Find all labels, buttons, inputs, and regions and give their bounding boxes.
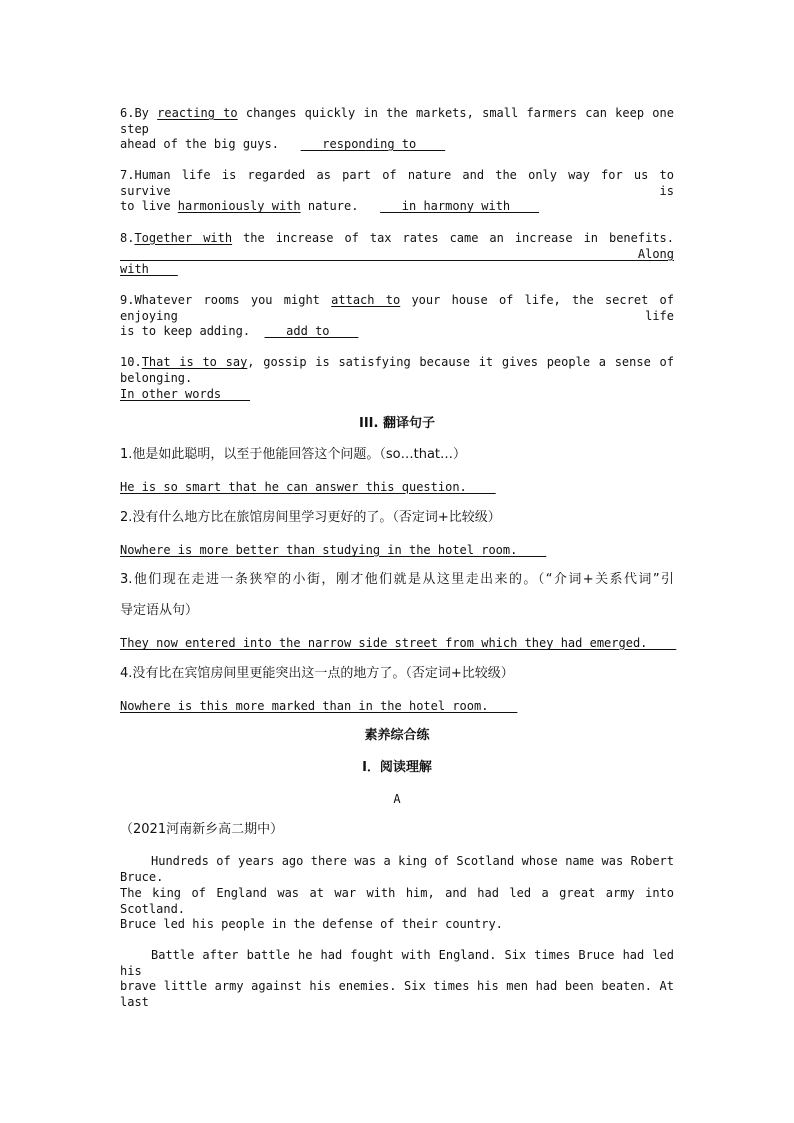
answer-blank: Along [120, 247, 674, 261]
item-10-line-1 [120, 354, 674, 385]
translation-question-2: 2.没有什么地方比在旅馆房间里学习更好的了。（否定词+比较级） [120, 510, 501, 525]
paragraph-1-line-1: Hundreds of years ago there was a king of Scotland whose name was Robert Bruce. [120, 854, 674, 884]
item-8-line-2 [120, 261, 674, 277]
sentence-text: your house of life, the secret of enjoying life [120, 293, 674, 323]
item-7-line-2 [120, 198, 674, 214]
translation-answer-1: He is so smart that he can answer this question. [120, 480, 496, 494]
paragraph-1-line-3: Bruce led his people in the defense of their country. [120, 917, 503, 931]
translation-answer-3: They now entered into the narrow side street from which they had emerged. [120, 636, 677, 650]
paragraph-2-line-1: Battle after battle he had fought with England. Six times Bruce had led his [120, 948, 674, 978]
sentence-text: to live [120, 199, 178, 213]
item-6-line-2 [120, 136, 674, 152]
sentence-text: is to keep adding. [120, 324, 265, 338]
translation-question-3-line-2: 导定语从句） [120, 603, 199, 618]
item-7-line-1 [120, 167, 674, 198]
item-number: 10. [120, 355, 142, 369]
translation-answer-4: Nowhere is this more marked than in the hotel room. [120, 699, 518, 713]
underlined-phrase: harmoniously with [177, 199, 301, 213]
translation-question-1: 1.他是如此聪明，以至于他能回答这个问题。（so…that…） [120, 447, 467, 462]
answer-blank: with [120, 262, 178, 276]
answer-blank: in harmony with [380, 199, 540, 213]
item-number: 6. [120, 106, 135, 120]
item-9-line-1 [120, 292, 674, 323]
sentence-text: nature. [300, 199, 381, 213]
sentence-text: changes quickly in the markets, small farmers can keep one step [120, 106, 674, 136]
item-number: 8. [120, 231, 135, 245]
item-9-line-2 [120, 323, 674, 339]
reading-subtitle: I．阅读理解 [362, 760, 432, 775]
sentence-text: By [134, 106, 158, 120]
sentence-text: ahead of the big guys. [120, 137, 301, 151]
sentence-text: 9.Whatever rooms you might [120, 293, 332, 307]
answer-blank: In other words [120, 387, 251, 401]
passage-source: （2021河南新乡高二期中） [120, 822, 284, 837]
sentence-text: 7.Human life is regarded as part of nature and the only way for us to survive is [120, 168, 674, 198]
answer-blank: responding to [300, 137, 446, 151]
paragraph-2-line-2: brave little army against his enemies. Six times his men had been beaten. At last [120, 979, 674, 1009]
underlined-phrase: That is to say [141, 355, 248, 369]
answer-blank: add to [264, 324, 359, 338]
sentence-text: , gossip is satisfying because it gives people a sense of belonging. [120, 355, 674, 385]
passage-label: A [393, 792, 401, 806]
translation-answer-2: Nowhere is more better than studying in the hotel room. [120, 543, 547, 557]
translation-question-3-line-1: 3.他们现在走进一条狭窄的小街，刚才他们就是从这里走出来的。（“介词+关系代词”引 [120, 572, 674, 587]
underlined-phrase: reacting to [157, 106, 238, 120]
sentence-text: the increase of tax rates came an increase in benefits. [232, 231, 675, 245]
underlined-phrase: Together with [134, 231, 233, 245]
item-6-line-1 [120, 105, 674, 136]
item-8-line-1 [120, 230, 675, 261]
item-10-line-2 [120, 386, 674, 402]
underlined-phrase: attach to [331, 293, 401, 307]
translation-question-4: 4.没有比在宾馆房间里更能突出这一点的地方了。（否定词+比较级） [120, 666, 514, 681]
section-heading: III. 翻译句子 [359, 416, 435, 431]
paragraph-1-line-2: The king of England was at war with him, and had led a great army into Scotland. [120, 886, 674, 916]
practice-title: 素养综合练 [364, 728, 430, 743]
